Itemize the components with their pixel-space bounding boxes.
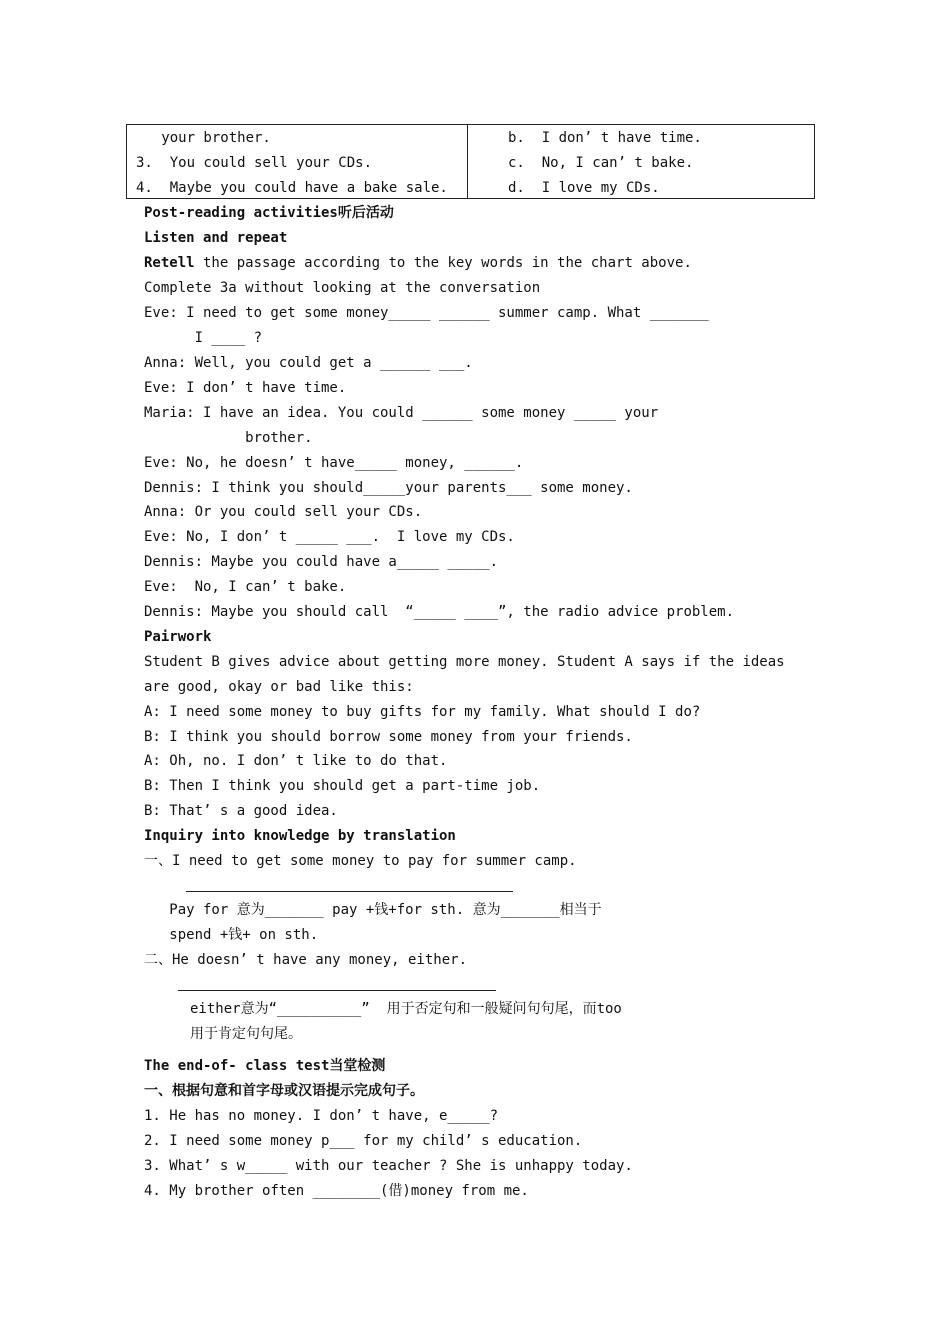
- listen-repeat-heading: Listen and repeat: [144, 230, 288, 246]
- dialogue-line: Anna: Or you could sell your CDs.: [144, 504, 423, 520]
- table-right-row: b. I don’ t have time.: [508, 130, 702, 146]
- dialogue-line: Dennis: Maybe you could have a_____ _____.: [144, 554, 499, 570]
- answer-line: [178, 990, 496, 991]
- inquiry-heading: Inquiry into knowledge by translation: [144, 828, 456, 844]
- table-left-row: 4. Maybe you could have a bake sale.: [136, 180, 448, 196]
- test-item: 2. I need some money p___ for my child’ s education.: [144, 1133, 583, 1149]
- pairwork-dialogue-line: A: Oh, no. I don’ t like to do that.: [144, 753, 448, 769]
- dialogue-line: Eve: No, I can’ t bake.: [144, 579, 347, 595]
- table-left-row: your brother.: [136, 130, 271, 146]
- answer-line: [186, 891, 513, 892]
- retell-bold: Retell: [144, 255, 195, 271]
- table-right-row: c. No, I can’ t bake.: [508, 155, 694, 171]
- dialogue-line: Maria: I have an idea. You could ______ some money _____ your: [144, 405, 659, 421]
- test-subheading: 一、根据句意和首字母或汉语提示完成句子。: [144, 1083, 424, 1099]
- match-table: [126, 124, 815, 199]
- inquiry-item-2: 二、He doesn’ t have any money, either.: [144, 952, 468, 968]
- test-heading: The end-of- class test当堂检测: [144, 1058, 386, 1074]
- pairwork-heading: Pairwork: [144, 629, 212, 645]
- pairwork-dialogue-line: A: I need some money to buy gifts for my family. What should I do?: [144, 704, 701, 720]
- pairwork-intro-line: are good, okay or bad like this:: [144, 679, 414, 695]
- dialogue-line: I ____ ?: [144, 330, 263, 346]
- dialogue-line: Dennis: Maybe you should call “_____ ____”, the radio advice problem.: [144, 604, 735, 620]
- test-item: 1. He has no money. I don’ t have, e_____?: [144, 1108, 499, 1124]
- table-left-row: 3. You could sell your CDs.: [136, 155, 373, 171]
- pairwork-dialogue-line: B: I think you should borrow some money from your friends.: [144, 729, 633, 745]
- dialogue-line: Eve: No, I don’ t _____ ___. I love my CDs.: [144, 529, 515, 545]
- dialogue-line: brother.: [144, 430, 313, 446]
- dialogue-line: Eve: I don’ t have time.: [144, 380, 347, 396]
- retell-line: [144, 253, 692, 273]
- test-item: 4. My brother often ________(借)money from me.: [144, 1183, 529, 1199]
- dialogue-line: Anna: Well, you could get a ______ ___.: [144, 355, 473, 371]
- inquiry-note-line: 用于肯定句句尾。: [190, 1026, 302, 1042]
- inquiry-note-line: Pay for 意为_______ pay +钱+for sth. 意为_______相当于: [144, 902, 602, 918]
- dialogue-line: Eve: I need to get some money_____ ______ summer camp. What _______: [144, 305, 709, 321]
- inquiry-note-line: spend +钱+ on sth.: [144, 927, 319, 943]
- table-divider: [467, 125, 468, 198]
- pairwork-dialogue-line: B: That’ s a good idea.: [144, 803, 338, 819]
- inquiry-item-1: 一、I need to get some money to pay for summer camp.: [144, 853, 577, 869]
- pairwork-dialogue-line: B: Then I think you should get a part-time job.: [144, 778, 541, 794]
- post-reading-heading: Post-reading activities听后活动: [144, 205, 394, 221]
- complete-3a-line: Complete 3a without looking at the conversation: [144, 280, 541, 296]
- inquiry-note-line: either意为“__________” 用于否定句和一般疑问句句尾，而too: [190, 1001, 622, 1017]
- table-right-row: d. I love my CDs.: [508, 180, 660, 196]
- dialogue-line: Dennis: I think you should_____your parents___ some money.: [144, 480, 633, 496]
- test-item: 3. What’ s w_____ with our teacher ? She is unhappy today.: [144, 1158, 633, 1174]
- pairwork-intro-line: Student B gives advice about getting more money. Student A says if the ideas: [144, 654, 785, 670]
- retell-rest: the passage according to the key words in the chart above.: [194, 255, 692, 271]
- dialogue-line: Eve: No, he doesn’ t have_____ money, ______.: [144, 455, 524, 471]
